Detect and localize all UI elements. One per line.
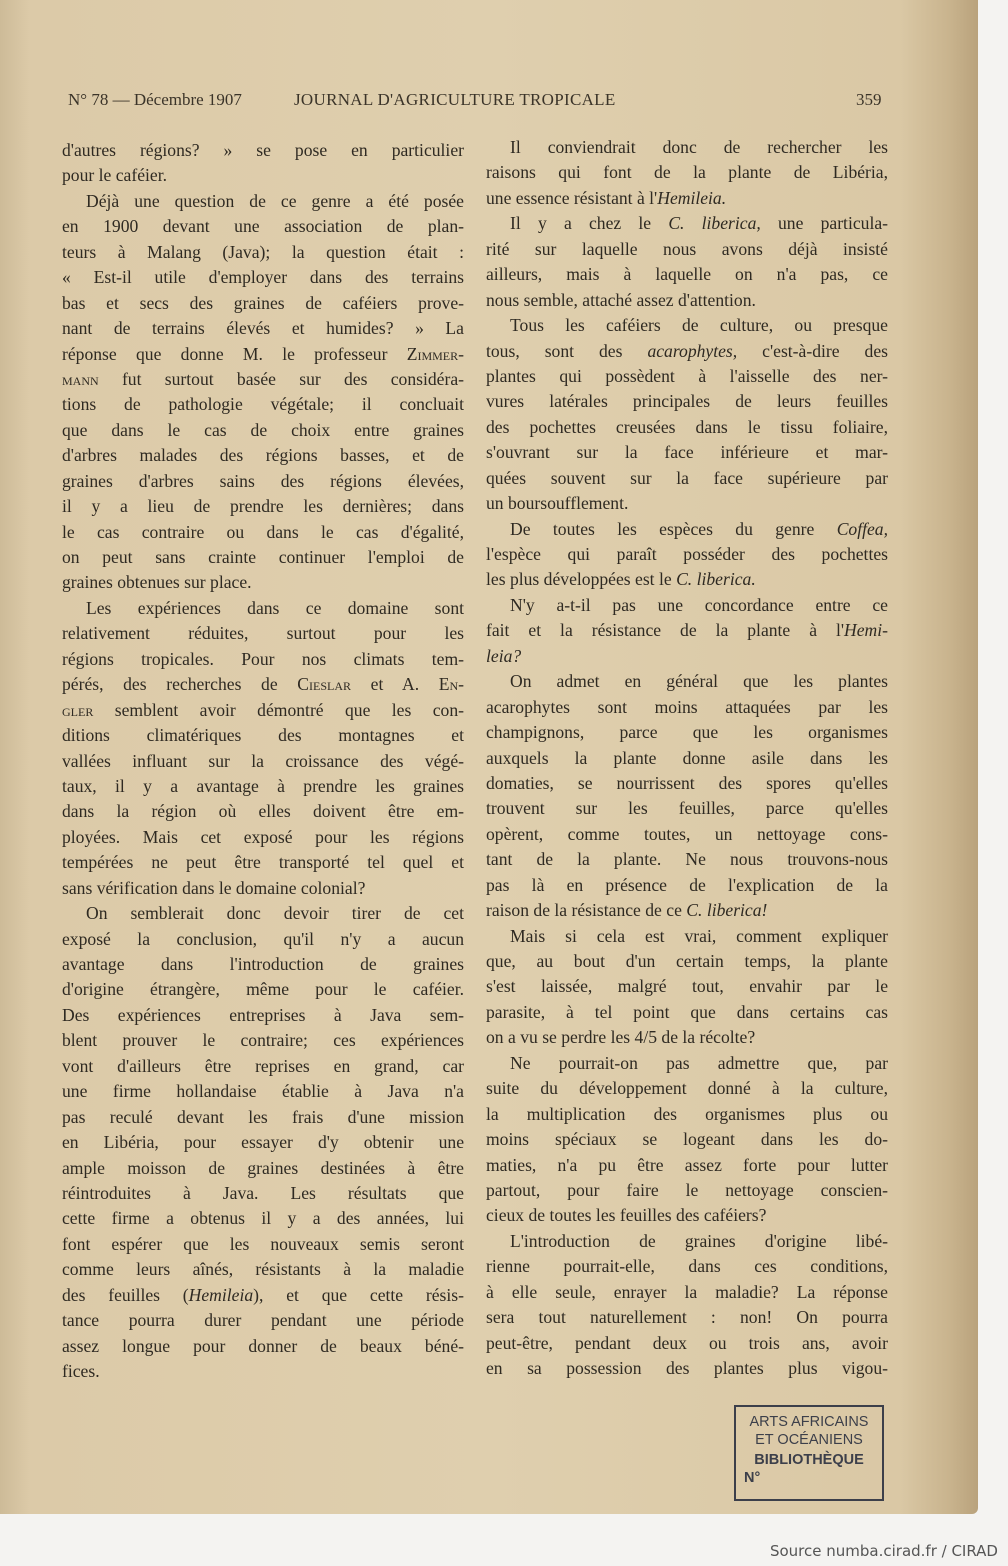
- text-line: maties, n'a pu être assez forte pour lutter: [486, 1154, 888, 1175]
- text-line: tions de pathologie végétale; il concluait: [62, 394, 464, 415]
- text-line: il y a lieu de prendre les dernières; dans: [62, 496, 464, 517]
- text-line: comme leurs aînés, résistants à la maladie: [62, 1259, 464, 1280]
- text-line: à elle seule, enrayer la maladie? La réponse: [486, 1281, 888, 1302]
- text-line: nous semble, attaché assez d'attention.: [486, 289, 756, 310]
- text-line: rité sur laquelle nous avons déjà insisté: [486, 238, 888, 259]
- text-line: sera tout naturellement : non! On pourra: [486, 1307, 888, 1328]
- italic-term: acarophytes,: [647, 340, 738, 361]
- source-credit: Source numba.cirad.fr / CIRAD: [769, 1542, 998, 1560]
- text-line: [486, 618, 888, 643]
- text-line: [486, 567, 888, 592]
- text-line: Les expériences dans ce domaine sont: [86, 597, 464, 618]
- text-line: réintroduites à Java. Les résultats que: [62, 1182, 464, 1203]
- text-line: pas reculé devant les frais d'une mission: [62, 1106, 464, 1127]
- issue-info: N° 78 — Décembre 1907: [68, 90, 242, 109]
- text-run: une essence résistant à l': [486, 187, 658, 208]
- text-line: exposé la conclusion, qu'il n'y a aucun: [62, 928, 464, 949]
- text-line: graines obtenues sur place.: [62, 572, 252, 593]
- text-run: c'est-à-dire des: [737, 340, 888, 361]
- running-header: [68, 90, 888, 114]
- text-line: en sa possession des plantes plus vigou-: [486, 1358, 888, 1378]
- stamp-line: BIBLIOTHÈQUE: [754, 1452, 864, 1468]
- text-line: on peut sans crainte continuer l'emploi de: [62, 547, 464, 567]
- text-line: partout, pour faire le nettoyage conscien-: [486, 1179, 888, 1200]
- text-line: [486, 517, 888, 542]
- text-line: un boursoufflement.: [486, 493, 629, 514]
- author-name: gler: [62, 699, 94, 720]
- italic-term: Hemileia: [188, 1284, 254, 1305]
- text-run: fait et la résistance de la plante à l': [486, 620, 845, 641]
- text-line: relativement réduites, surtout pour les: [62, 623, 464, 644]
- text-line: tempérées ne peut être transporté tel quel et: [62, 852, 464, 873]
- author-name: Cieslar: [297, 674, 352, 695]
- text-line: Ne pourrait-on pas admettre que, par: [510, 1052, 888, 1073]
- text-line: quées souvent sur la face supérieure par: [486, 467, 888, 488]
- text-line: [62, 1283, 464, 1308]
- text-line: dans la région où elles doivent être em-: [62, 801, 464, 822]
- text-line: parasite, à tel point que dans certains cas: [486, 1001, 888, 1022]
- text-line: [62, 342, 464, 367]
- text-line: fices.: [62, 1361, 100, 1381]
- text-line: tance pourra durer pendant une période: [62, 1310, 464, 1331]
- text-line: domaties, se nourrissent des spores qu'elles: [486, 772, 888, 793]
- text-line: font espérer que les nouveaux semis seront: [62, 1233, 464, 1254]
- text-line: taux, il y a avantage à prendre les graines: [62, 775, 464, 796]
- text-line: que dans le cas de choix entre graines: [62, 419, 464, 440]
- stamp-number: N°: [744, 1470, 761, 1486]
- stamp-line: ARTS AFRICAINS: [749, 1414, 869, 1430]
- text-line: trouvent sur les feuilles, parce qu'elles: [486, 798, 888, 819]
- text-line: [486, 339, 888, 364]
- text-run: tous, sont des: [486, 340, 648, 361]
- text-run: des feuilles (: [62, 1284, 189, 1305]
- text-line: s'est laissée, malgré tout, envahir par le: [486, 976, 888, 997]
- text-line: « Est-il utile d'employer dans des terrains: [62, 267, 464, 288]
- text-line: que, au bout d'un certain temps, la plante: [486, 951, 888, 971]
- italic-term: Hemileia.: [657, 187, 727, 208]
- text-line: teurs à Malang (Java); la question était :: [62, 241, 464, 262]
- text-line: N'y a-t-il pas une concordance entre ce: [510, 594, 888, 615]
- text-run: fut surtout basée sur des considéra-: [98, 368, 464, 389]
- text-line: On admet en général que les plantes: [510, 671, 888, 692]
- author-name: Zimmer-: [406, 343, 464, 364]
- text-line: ample moisson de graines destinées à être: [62, 1157, 464, 1178]
- text-line: [486, 211, 888, 236]
- text-line: suite du développement donné à la culture,: [486, 1078, 888, 1099]
- text-line: cieux de toutes les feuilles des caféiers?: [486, 1205, 767, 1226]
- text-line: [486, 186, 888, 211]
- text-line: d'arbres malades des régions basses, et de: [62, 445, 464, 466]
- text-line: tant de la plante. Ne nous trouvons-nous: [486, 849, 888, 870]
- text-line: une firme hollandaise établie à Java n'a: [62, 1081, 464, 1102]
- text-line: nant de terrains élevés et humides? » La: [62, 318, 464, 339]
- text-line: la multiplication des organismes plus ou: [486, 1103, 888, 1124]
- text-run: raison de la résistance de ce: [486, 900, 687, 921]
- journal-title: JOURNAL D'AGRICULTURE TROPICALE: [294, 90, 616, 109]
- text-line: ditions climatériques des montagnes et: [62, 725, 464, 746]
- italic-term: Coffea,: [836, 518, 888, 539]
- text-run: une particula-: [760, 213, 888, 234]
- text-line: [486, 898, 888, 923]
- page-number: 359: [856, 90, 882, 109]
- text-line: pour le caféier.: [62, 165, 168, 186]
- library-stamp: [734, 1405, 884, 1501]
- text-line: moins spéciaux se logeant dans les do-: [486, 1129, 888, 1150]
- text-run: semblent avoir démontré que les con-: [93, 699, 464, 720]
- text-line: on a vu se perdre les 4/5 de la récolte?: [486, 1027, 756, 1048]
- italic-term: Hemi-: [844, 620, 888, 641]
- text-line: peut-être, pendant deux ou trois ans, avoir: [486, 1332, 888, 1353]
- text-line: d'origine étrangère, même pour le caféier.: [62, 979, 464, 1000]
- text-line: Mais si cela est vrai, comment expliquer: [510, 925, 888, 946]
- text-line: vallées influant sur la croissance des végé-: [62, 750, 464, 771]
- text-line: champignons, parce que les organismes: [486, 722, 888, 743]
- text-line: assez longue pour donner de beaux béné-: [62, 1335, 464, 1356]
- right-column-text: [486, 135, 888, 1381]
- text-line: blent prouver le contraire; ces expériences: [62, 1030, 464, 1051]
- text-line: graines d'arbres sains des régions élevées,: [62, 470, 464, 491]
- text-line: ailleurs, mais à laquelle on n'a pas, ce: [486, 264, 888, 285]
- text-line: [62, 672, 464, 697]
- text-line: pas là en présence de l'explication de la: [486, 874, 888, 895]
- text-line: ployées. Mais cet exposé pour les régions: [62, 826, 464, 847]
- author-name: En-: [438, 674, 465, 695]
- author-name: mann: [62, 368, 99, 389]
- text-line: raisons qui font de la plante de Libéria,: [486, 162, 888, 183]
- text-line: Il conviendrait donc de rechercher les: [510, 137, 888, 157]
- text-line: [62, 698, 464, 723]
- text-line: cette firme a obtenus il y a des années, lui: [62, 1208, 464, 1229]
- text-line: sans vérification dans le domaine colonial?: [62, 877, 366, 898]
- text-line: plantes qui possèdent à l'aisselle des ner-: [486, 365, 888, 386]
- italic-term: C. liberica,: [668, 213, 761, 234]
- text-line: vures latérales principales de leurs feuilles: [486, 391, 888, 412]
- text-run: les plus développées est le: [486, 569, 677, 590]
- text-line: d'autres régions? » se pose en particulier: [62, 140, 464, 160]
- text-run: ), et que cette résis-: [253, 1284, 464, 1305]
- text-line: en Libéria, pour essayer d'y obtenir une: [62, 1132, 464, 1153]
- text-line: l'espèce qui paraît posséder des pochettes: [486, 544, 888, 564]
- text-line: [486, 644, 888, 669]
- text-line: On semblerait donc devoir tirer de cet: [86, 903, 464, 924]
- text-run: réponse que donne M. le professeur: [62, 343, 407, 364]
- text-line: en 1900 devant une association de plan-: [62, 216, 464, 237]
- text-line: Tous les caféiers de culture, ou presque: [510, 315, 888, 336]
- text-line: rienne pourrait-elle, dans ces conditions,: [486, 1256, 888, 1277]
- text-run: pérés, des recherches de: [62, 674, 298, 695]
- text-line: bas et secs des graines de caféiers prove-: [62, 292, 464, 313]
- text-line: le cas contraire ou dans le cas d'égalité,: [62, 521, 464, 542]
- italic-term: C. liberica.: [676, 569, 756, 590]
- text-line: avantage dans l'introduction de graines: [62, 954, 464, 974]
- text-line: L'introduction de graines d'origine libé-: [510, 1230, 888, 1251]
- text-line: opèrent, comme toutes, un nettoyage cons-: [486, 823, 888, 844]
- text-line: acarophytes sont moins attaquées par les: [486, 696, 888, 717]
- text-line: régions tropicales. Pour nos climats tem-: [62, 648, 464, 669]
- text-run: De toutes les espèces du genre: [510, 518, 837, 539]
- left-column-text: [62, 138, 464, 1384]
- stamp-line: ET OCÉANIENS: [755, 1432, 863, 1448]
- text-line: Des expériences entreprises à Java sem-: [62, 1004, 464, 1025]
- italic-term: leia?: [486, 645, 522, 666]
- text-run: et A.: [351, 674, 439, 695]
- text-run: Il y a chez le: [510, 213, 669, 234]
- text-line: vont d'ailleurs être reprises en grand, car: [62, 1055, 464, 1076]
- text-line: s'ouvrant sur la face inférieure et mar-: [486, 442, 888, 463]
- italic-term: C. liberica!: [686, 900, 768, 921]
- text-line: auxquels la plante donne asile dans les: [486, 747, 888, 768]
- text-line: des pochettes creusées dans le tissu foliaire,: [486, 416, 888, 437]
- text-line: [62, 367, 464, 392]
- text-line: Déjà une question de ce genre a été posée: [86, 190, 464, 211]
